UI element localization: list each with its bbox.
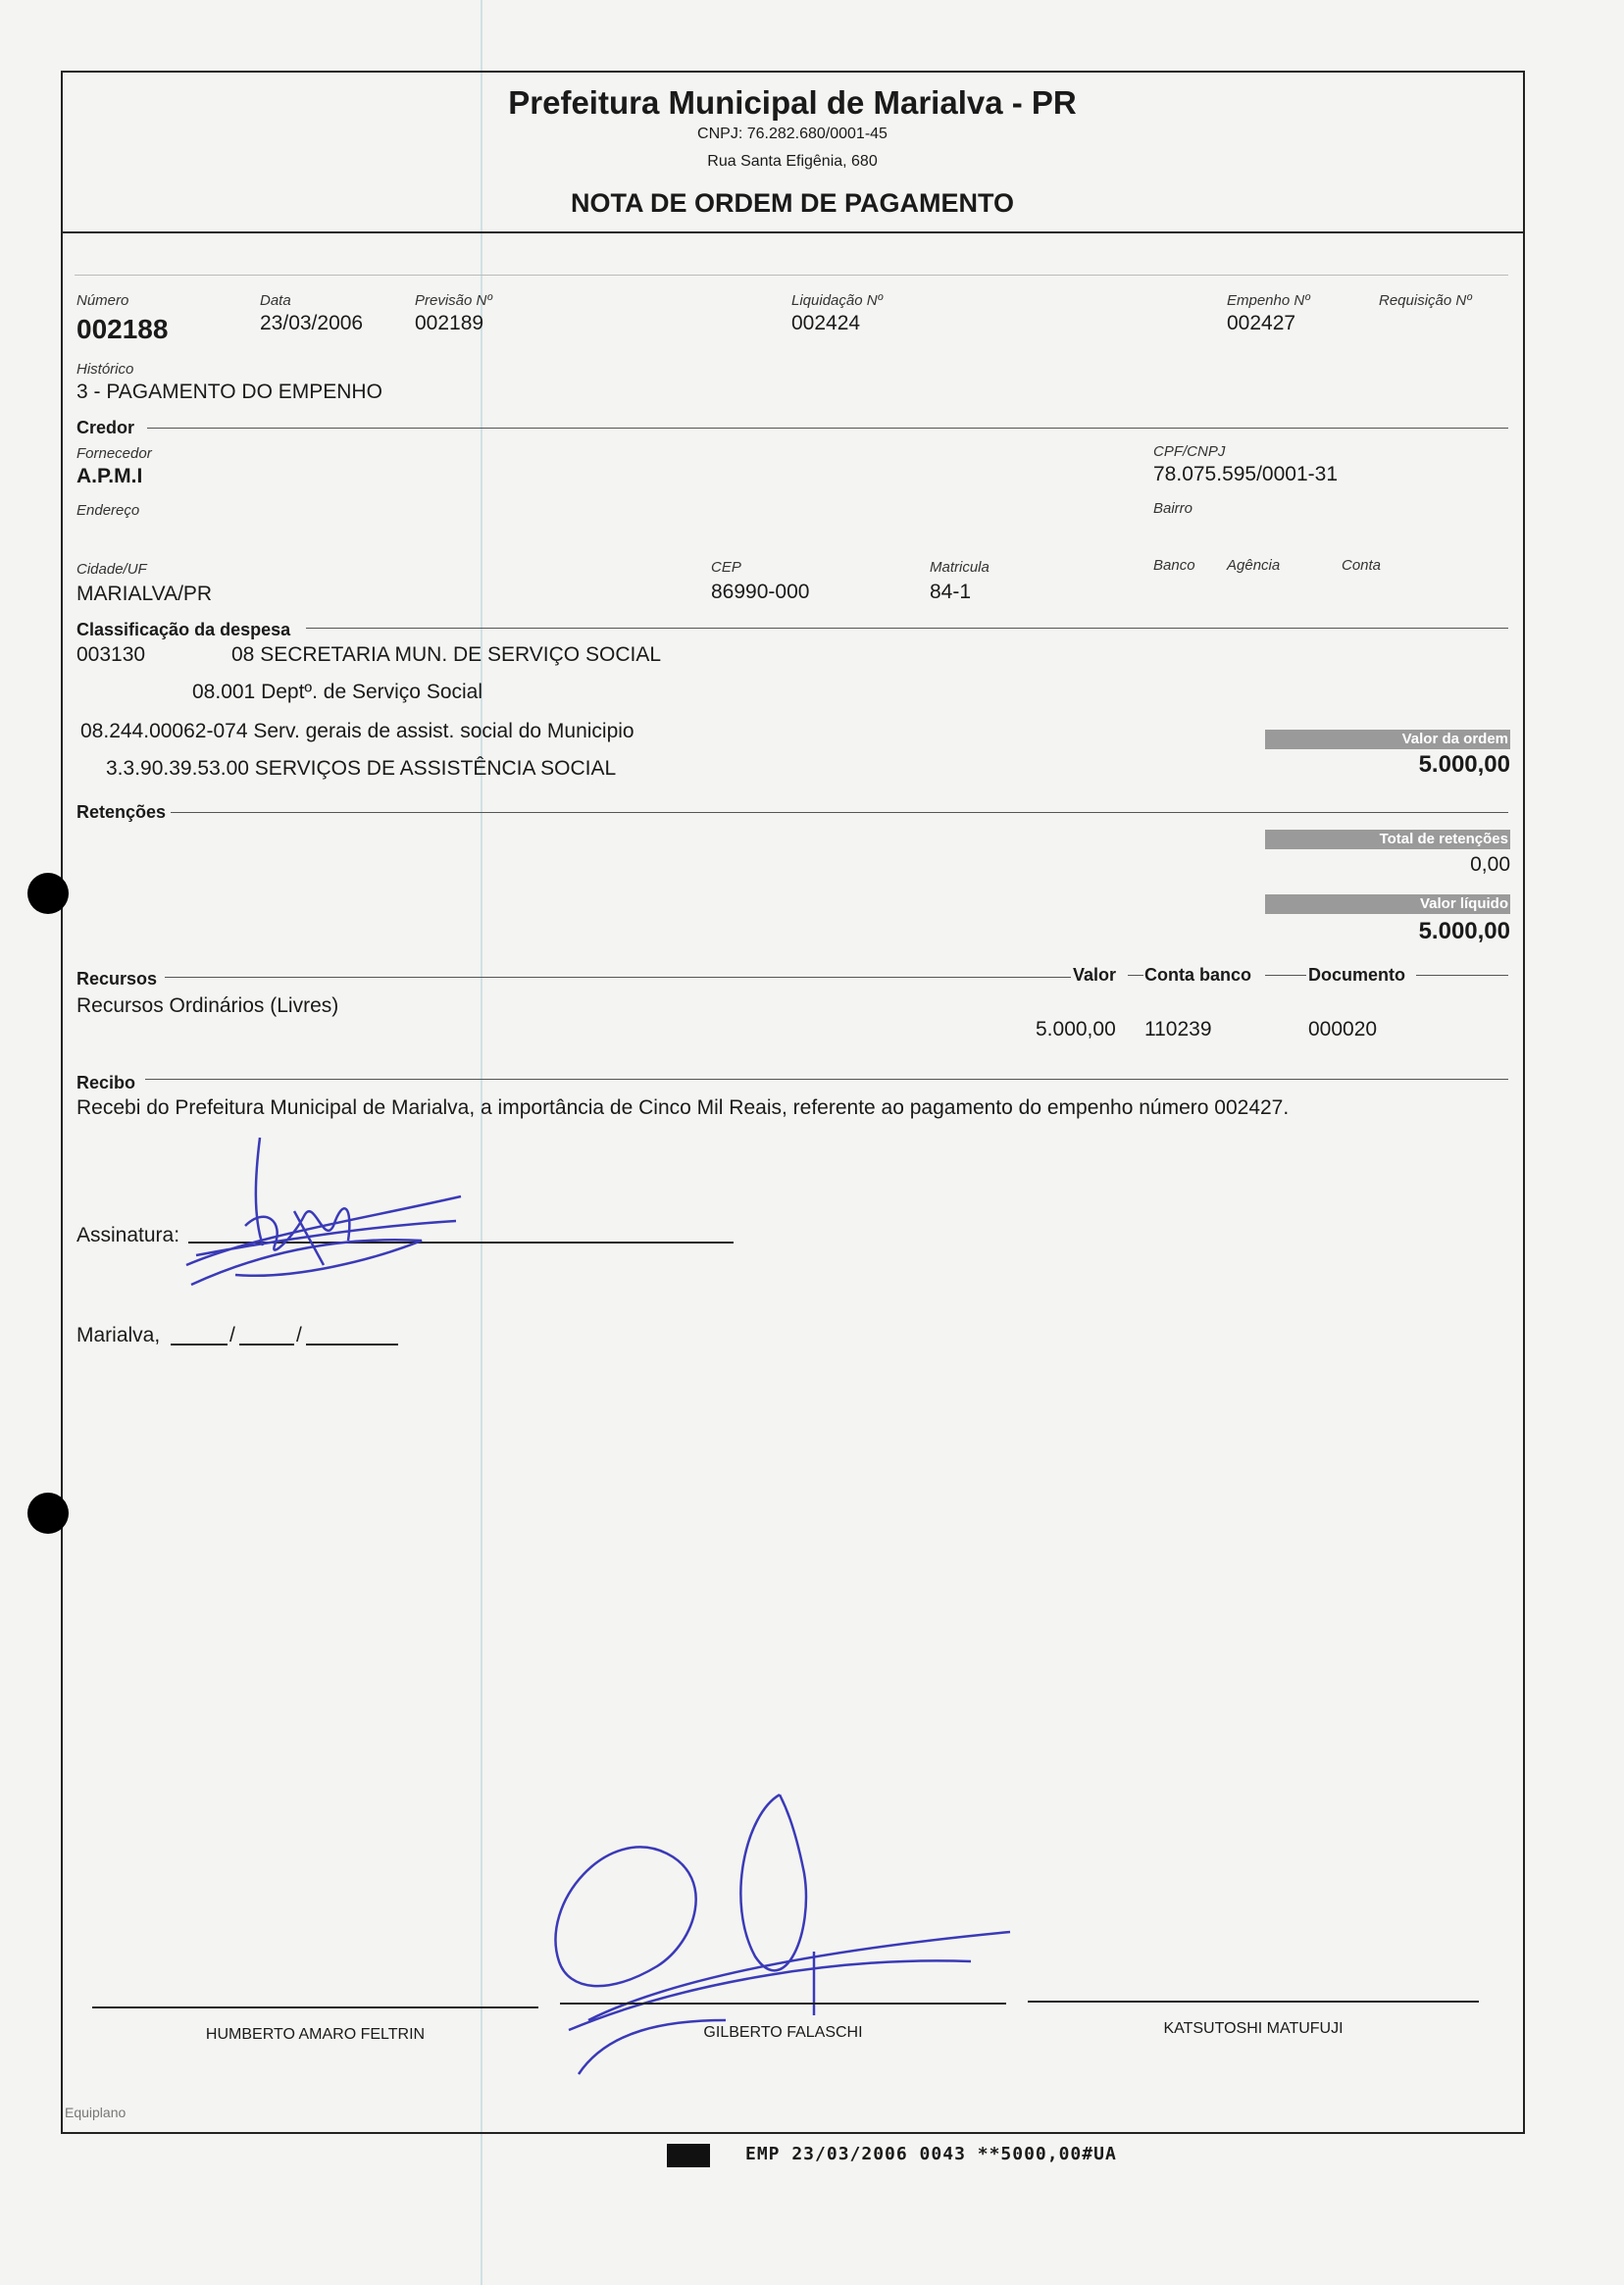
matricula-label: Matricula [930,559,990,576]
banco-label: Banco [1153,557,1195,574]
divider [75,275,1508,276]
liquidacao-value: 002424 [791,312,861,334]
cidade-label: Cidade/UF [76,561,147,578]
endereco-label: Endereço [76,502,140,519]
classificacao-line1: 08 SECRETARIA MUN. DE SERVIÇO SOCIAL [231,643,662,666]
signatory-2: GILBERTO FALASCHI [703,2024,863,2041]
credor-section: Credor [76,418,135,437]
conta-label: Conta [1342,557,1382,574]
classificacao-code: 003130 [76,643,146,666]
previsao-value: 002189 [415,312,484,334]
cpf-label: CPF/CNPJ [1153,443,1226,460]
numero-label: Número [76,292,129,309]
retencoes-section: Retenções [76,802,167,822]
rule-seg [1128,975,1143,976]
date-blank-year [306,1344,398,1346]
rule-seg [1265,975,1306,976]
recibo-signature [177,1128,471,1304]
signature-line-3 [1028,2001,1479,2003]
date-slash: / [296,1324,302,1346]
documento-header: Documento [1308,965,1405,985]
valor-ordem-label: Valor da ordem [1265,730,1510,749]
rule-seg [1416,975,1508,976]
signatory-1: HUMBERTO AMARO FELTRIN [205,2026,426,2043]
signatory-3: KATSUTOSHI MATUFUJI [1163,2020,1344,2037]
fornecedor-label: Fornecedor [76,445,152,462]
local-label: Marialva, [76,1324,161,1346]
cidade-value: MARIALVA/PR [76,583,213,605]
bairro-label: Bairro [1153,500,1193,517]
punch-hole [27,873,69,914]
page-title: Prefeitura Municipal de Marialva - PR [508,84,1077,121]
valor-ordem: 5.000,00 [1418,751,1510,778]
classificacao-line4: 3.3.90.39.53.00 SERVIÇOS DE ASSISTÊNCIA SOCIAL [106,757,617,780]
signature-line-1 [92,2006,538,2008]
previsao-label: Previsão Nº [415,292,492,309]
matricula-value: 84-1 [930,581,972,603]
document-title: NOTA DE ORDEM DE PAGAMENTO [570,188,1014,218]
data-value: 23/03/2006 [260,312,364,334]
bank-stamp: EMP 23/03/2006 0043 **5000,00#UA [745,2144,1117,2164]
numero-value: 002188 [76,314,169,344]
retencoes-label: Total de retenções [1265,830,1510,849]
header-separator [61,231,1523,233]
assinatura-label: Assinatura: [76,1224,180,1246]
punch-hole [27,1493,69,1534]
recursos-conta: 110239 [1144,1018,1212,1041]
cnpj: CNPJ: 76.282.680/0001-45 [697,126,888,142]
classificacao-rule [306,628,1508,629]
requisicao-label: Requisição Nº [1379,292,1472,309]
classificacao-section: Classificação da despesa [76,620,291,639]
recursos-valor: 5.000,00 [1036,1018,1116,1041]
recursos-fonte: Recursos Ordinários (Livres) [76,994,339,1017]
date-blank-month [239,1344,294,1346]
recursos-section: Recursos [76,969,158,989]
retencoes-value: 0,00 [1470,853,1510,876]
date-blank-day [171,1344,228,1346]
empenho-label: Empenho Nº [1227,292,1310,309]
signature-line-2 [560,2003,1006,2005]
recibo-rule [145,1079,1508,1080]
historico-label: Histórico [76,361,134,378]
conta-banco-header: Conta banco [1144,965,1252,985]
data-label: Data [260,292,291,309]
classificacao-line2: 08.001 Deptº. de Serviço Social [192,681,483,703]
recibo-section: Recibo [76,1073,136,1092]
liquidacao-label: Liquidação Nº [791,292,884,309]
address: Rua Santa Efigênia, 680 [707,153,878,170]
stamp-logo [667,2144,710,2167]
cep-value: 86990-000 [711,581,810,603]
recursos-documento: 000020 [1308,1018,1378,1041]
date-slash: / [229,1324,235,1346]
credor-rule [147,428,1508,429]
fornecedor-value: A.P.M.I [76,465,143,487]
empenho-value: 002427 [1227,312,1296,334]
cep-label: CEP [711,559,741,576]
recursos-rule [165,977,1071,978]
recibo-text: Recebi do Prefeitura Municipal de Marialva, a importância de Cinco Mil Reais, referente ao pagamento do empenho número 002427. [76,1096,1290,1119]
software-label: Equiplano [65,2105,127,2120]
agencia-label: Agência [1227,557,1281,574]
cpf-value: 78.075.595/0001-31 [1153,463,1339,485]
valor-liquido: 5.000,00 [1418,918,1510,944]
valor-header: Valor [1073,965,1117,985]
valor-liquido-label: Valor líquido [1265,894,1510,914]
retencoes-rule [171,812,1508,813]
historico-value: 3 - PAGAMENTO DO EMPENHO [76,381,382,403]
classificacao-line3: 08.244.00062-074 Serv. gerais de assist. social do Municipio [80,720,634,742]
